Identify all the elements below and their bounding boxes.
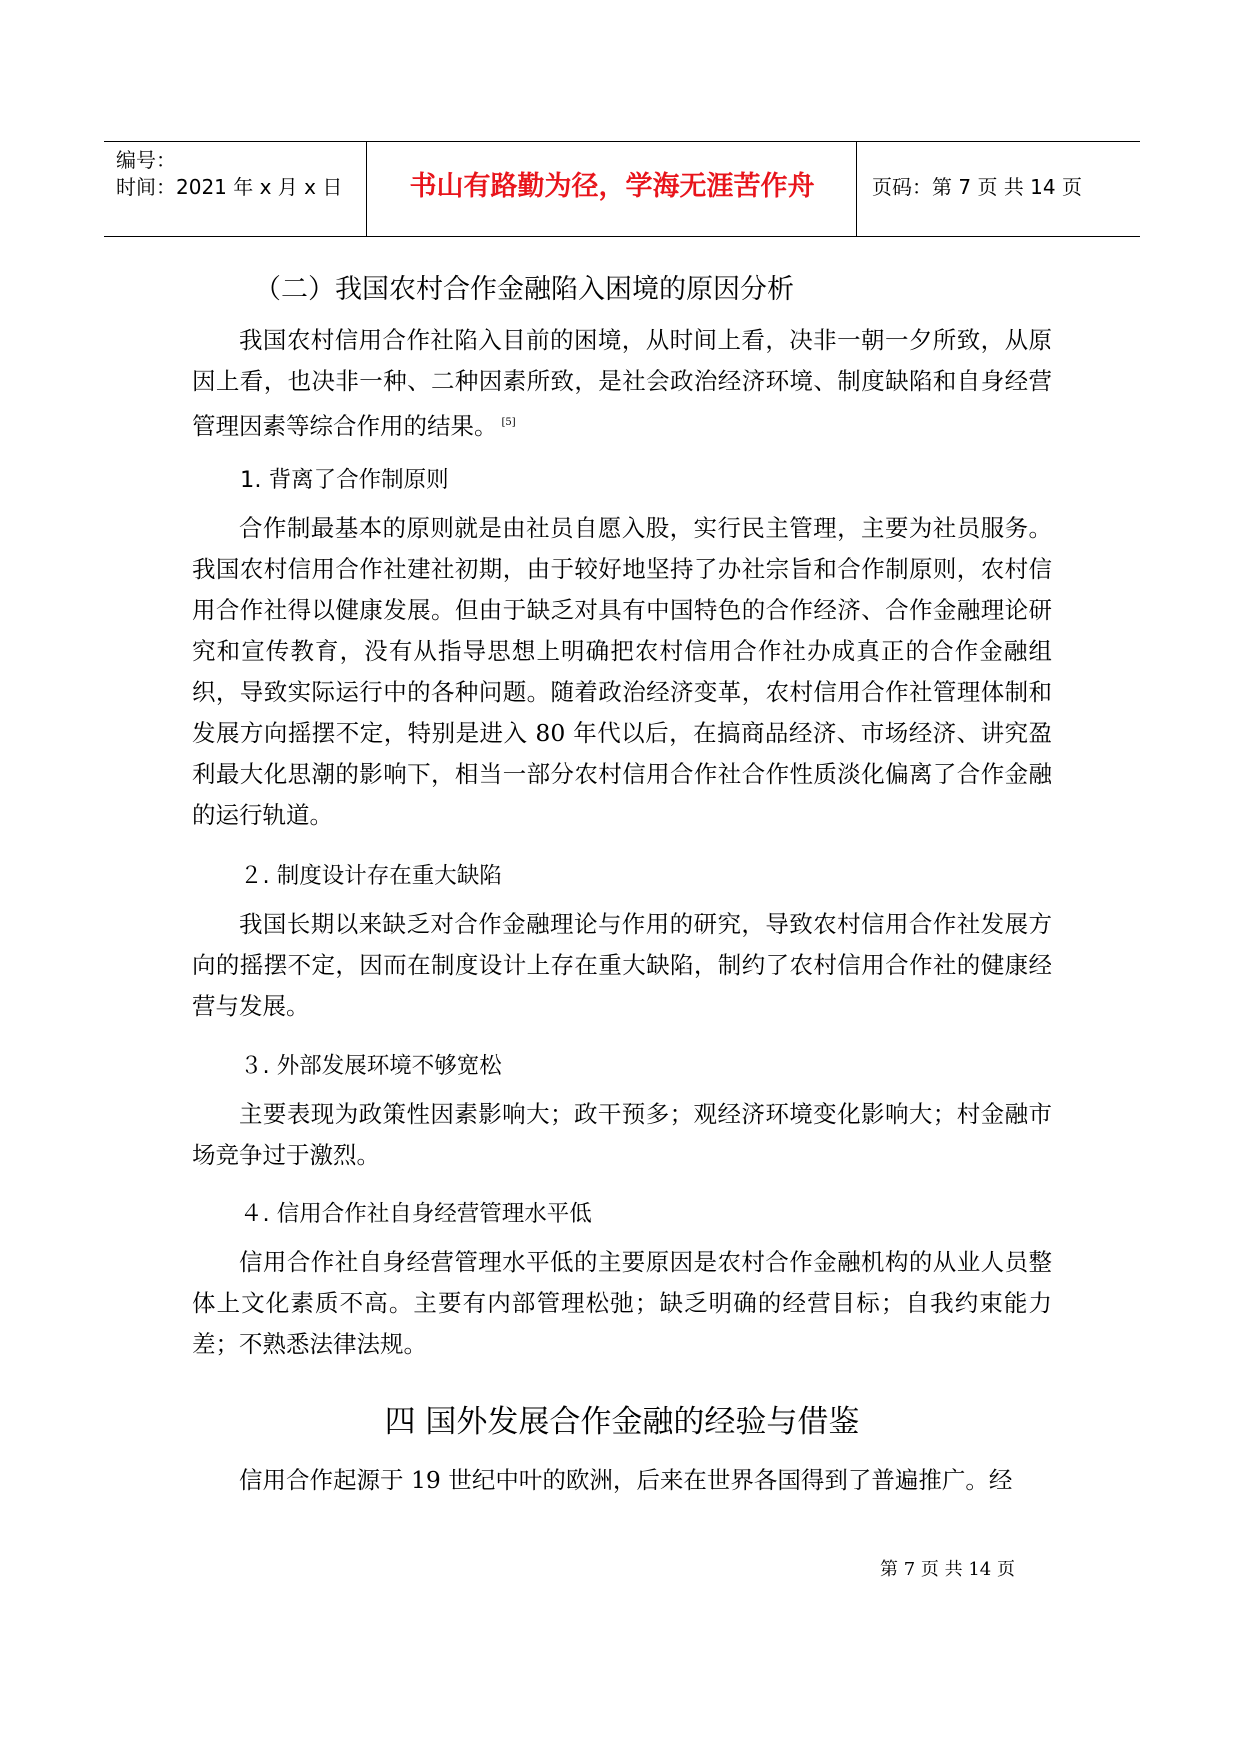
header-page-info: 页码：第 7 页 共 14 页 [872, 175, 1082, 199]
chapter-paragraph: 信用合作起源于 19 世纪中叶的欧洲，后来在世界各国得到了普遍推广。经 [239, 1466, 1013, 1494]
item-heading-4: ４. 信用合作社自身经营管理水平低 [240, 1201, 592, 1227]
header-right-cell [858, 142, 1140, 236]
intro-paragraph [192, 320, 1052, 447]
header-middle-cell [368, 142, 857, 236]
item-heading-2: ２. 制度设计存在重大缺陷 [240, 863, 502, 889]
item-paragraph-1: 合作制最基本的原则就是由社员自愿入股，实行民主管理，主要为社员服务。我国农村信用合作社建社初期，由于较好地坚持了办社宗旨和合作制原则，农村信用合作社得以健康发展。但由于缺乏对具有中国特色的合作经济、合作金融理论研究和宣传教育，没有从指导思想上明确把农村信用合作社办成真正的合作金融组织，导致实际运行中的各种问题。随着政治经济变革，农村信用合作社管理体制和发展方向摇摆不定，特别是进入 80 年代以后，在搞商品经济、市场经济、讲究盈利最大化思潮的影响下，相当一部分农村信用合作社合作性质淡化偏离了合作金融的运行轨道。 [192, 514, 1052, 829]
intro-paragraph-text: 我国农村信用合作社陷入目前的困境，从时间上看，决非一朝一夕所致，从原因上看，也决非一种、二种因素所致，是社会政治经济环境、制度缺陷和自身经营管理因素等综合作用的结果。 [192, 326, 1052, 440]
item-paragraph-2: 我国长期以来缺乏对合作金融理论与作用的研究，导致农村信用合作社发展方向的摇摆不定，因而在制度设计上存在重大缺陷，制约了农村信用合作社的健康经营与发展。 [192, 910, 1052, 1020]
intro-reference: [5] [501, 417, 516, 428]
item-paragraph-3: 主要表现为政策性因素影响大；政干预多；观经济环境变化影响大；村金融市场竞争过于激烈。 [192, 1100, 1052, 1169]
section-heading: （二）我国农村合作金融陷入困境的原因分析 [254, 274, 794, 305]
item-paragraph-4: 信用合作社自身经营管理水平低的主要原因是农村合作金融机构的从业人员整体上文化素质不高。主要有内部管理松弛；缺乏明确的经营目标；自我约束能力差；不熟悉法律法规。 [192, 1248, 1052, 1358]
header-number-label: 编号： [116, 148, 176, 172]
chapter-heading: 四 国外发展合作金融的经验与借鉴 [384, 1404, 860, 1440]
header-motto: 书山有路勤为径，学海无涯苦作舟 [409, 171, 815, 202]
item-heading-1: 1. 背离了合作制原则 [240, 467, 449, 493]
header-left-cell [104, 142, 367, 236]
page-footer: 第 7 页 共 14 页 [880, 1559, 1015, 1580]
page-header [104, 141, 1140, 237]
header-time-label: 时间：2021 年 x 月 x 日 [116, 175, 343, 199]
item-heading-3: ３. 外部发展环境不够宽松 [240, 1053, 502, 1079]
